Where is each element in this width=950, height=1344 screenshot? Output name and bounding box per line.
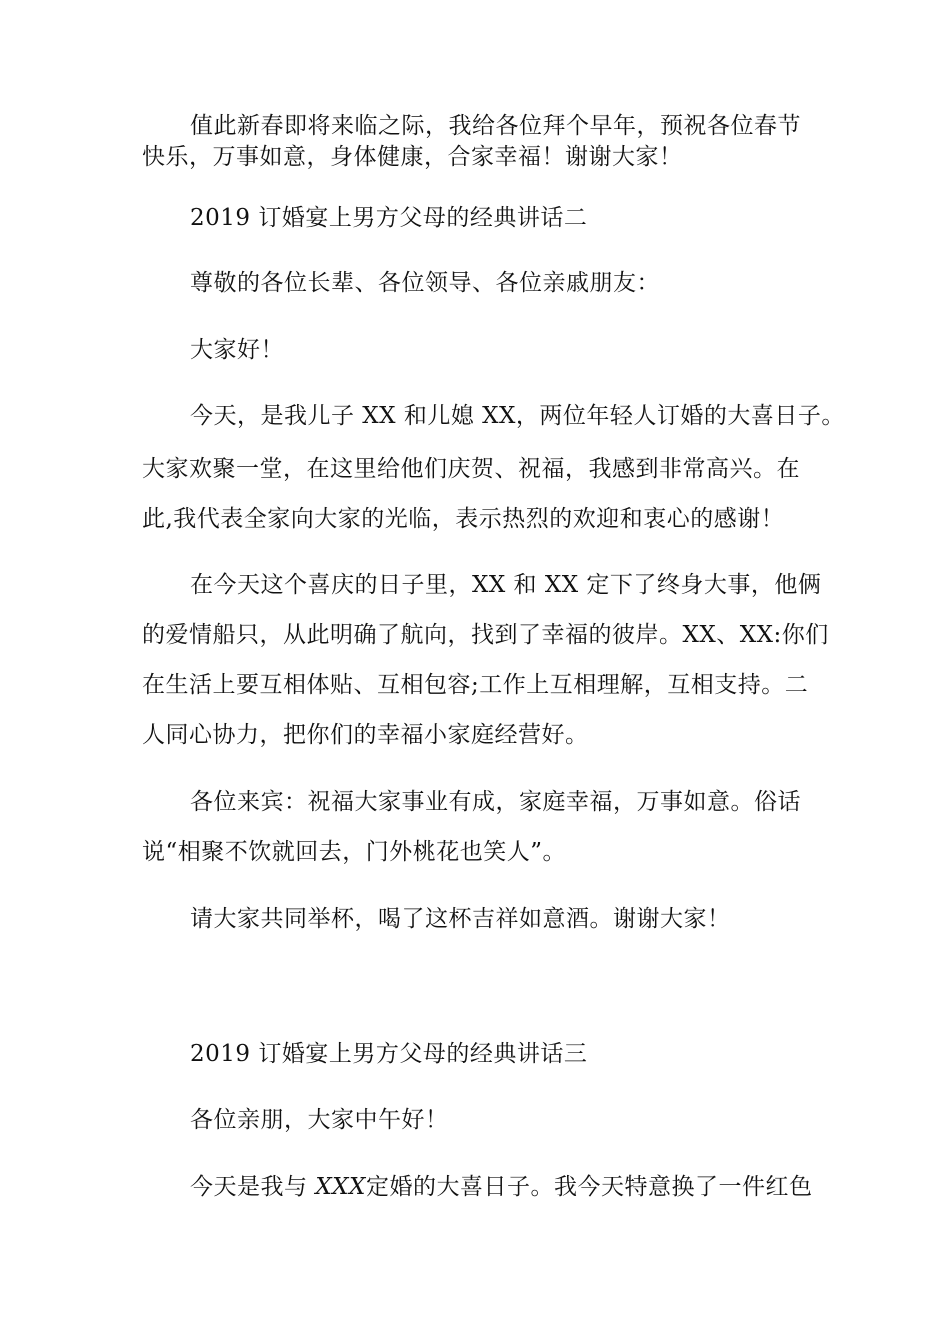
paragraph-3-line-2: 的爱情船只，从此明确了航向，找到了幸福的彼岸。XX、XX:你们 [142, 622, 829, 648]
paragraph-6-line-1 [190, 1173, 830, 1201]
greeting-3: 各位亲朋，大家中午好！ [190, 1107, 449, 1133]
greeting-2: 大家好！ [190, 337, 284, 363]
paragraph-5: 请大家共同举杯，喝了这杯吉祥如意酒。谢谢大家！ [190, 906, 731, 932]
paragraph-6-prefix: 今天是我与 [190, 1174, 316, 1200]
paragraph-2-line-2: 大家欢聚一堂，在这里给他们庆贺、祝福，我感到非常高兴。在 [142, 456, 800, 482]
paragraph-6-suffix: 定婚的大喜日子。我今天特意换了一件红色 [365, 1174, 813, 1200]
paragraph-1-line-1: 值此新春即将来临之际，我给各位拜个早年，预祝各位春节 [190, 113, 801, 139]
paragraph-2-line-3: 此,我代表全家向大家的光临，表示热烈的欢迎和衷心的感谢！ [142, 506, 785, 532]
section-heading-2: 2019 订婚宴上男方父母的经典讲话二 [190, 205, 588, 231]
paragraph-4-line-1: 各位来宾：祝福大家事业有成，家庭幸福，万事如意。俗话 [190, 789, 801, 815]
section-heading-3: 2019 订婚宴上男方父母的经典讲话三 [190, 1041, 588, 1067]
paragraph-3-line-3: 在生活上要互相体贴、互相包容;工作上互相理解，互相支持。二 [142, 672, 809, 698]
paragraph-1-line-2: 快乐，万事如意，身体健康，合家幸福！谢谢大家！ [142, 144, 683, 170]
paragraph-3-line-4: 人同心协力，把你们的幸福小家庭经营好。 [142, 722, 589, 748]
salutation-2: 尊敬的各位长辈、各位领导、各位亲戚朋友： [190, 270, 660, 296]
paragraph-2-line-1: 今天，是我儿子 XX 和儿媳 XX，两位年轻人订婚的大喜日子。 [190, 403, 845, 429]
paragraph-3-line-1: 在今天这个喜庆的日子里，XX 和 XX 定下了终身大事，他俩 [190, 572, 822, 598]
paragraph-6-name: XXX [315, 1174, 366, 1200]
paragraph-4-line-2: 说“相聚不饮就回去，门外桃花也笑人”。 [142, 839, 567, 865]
